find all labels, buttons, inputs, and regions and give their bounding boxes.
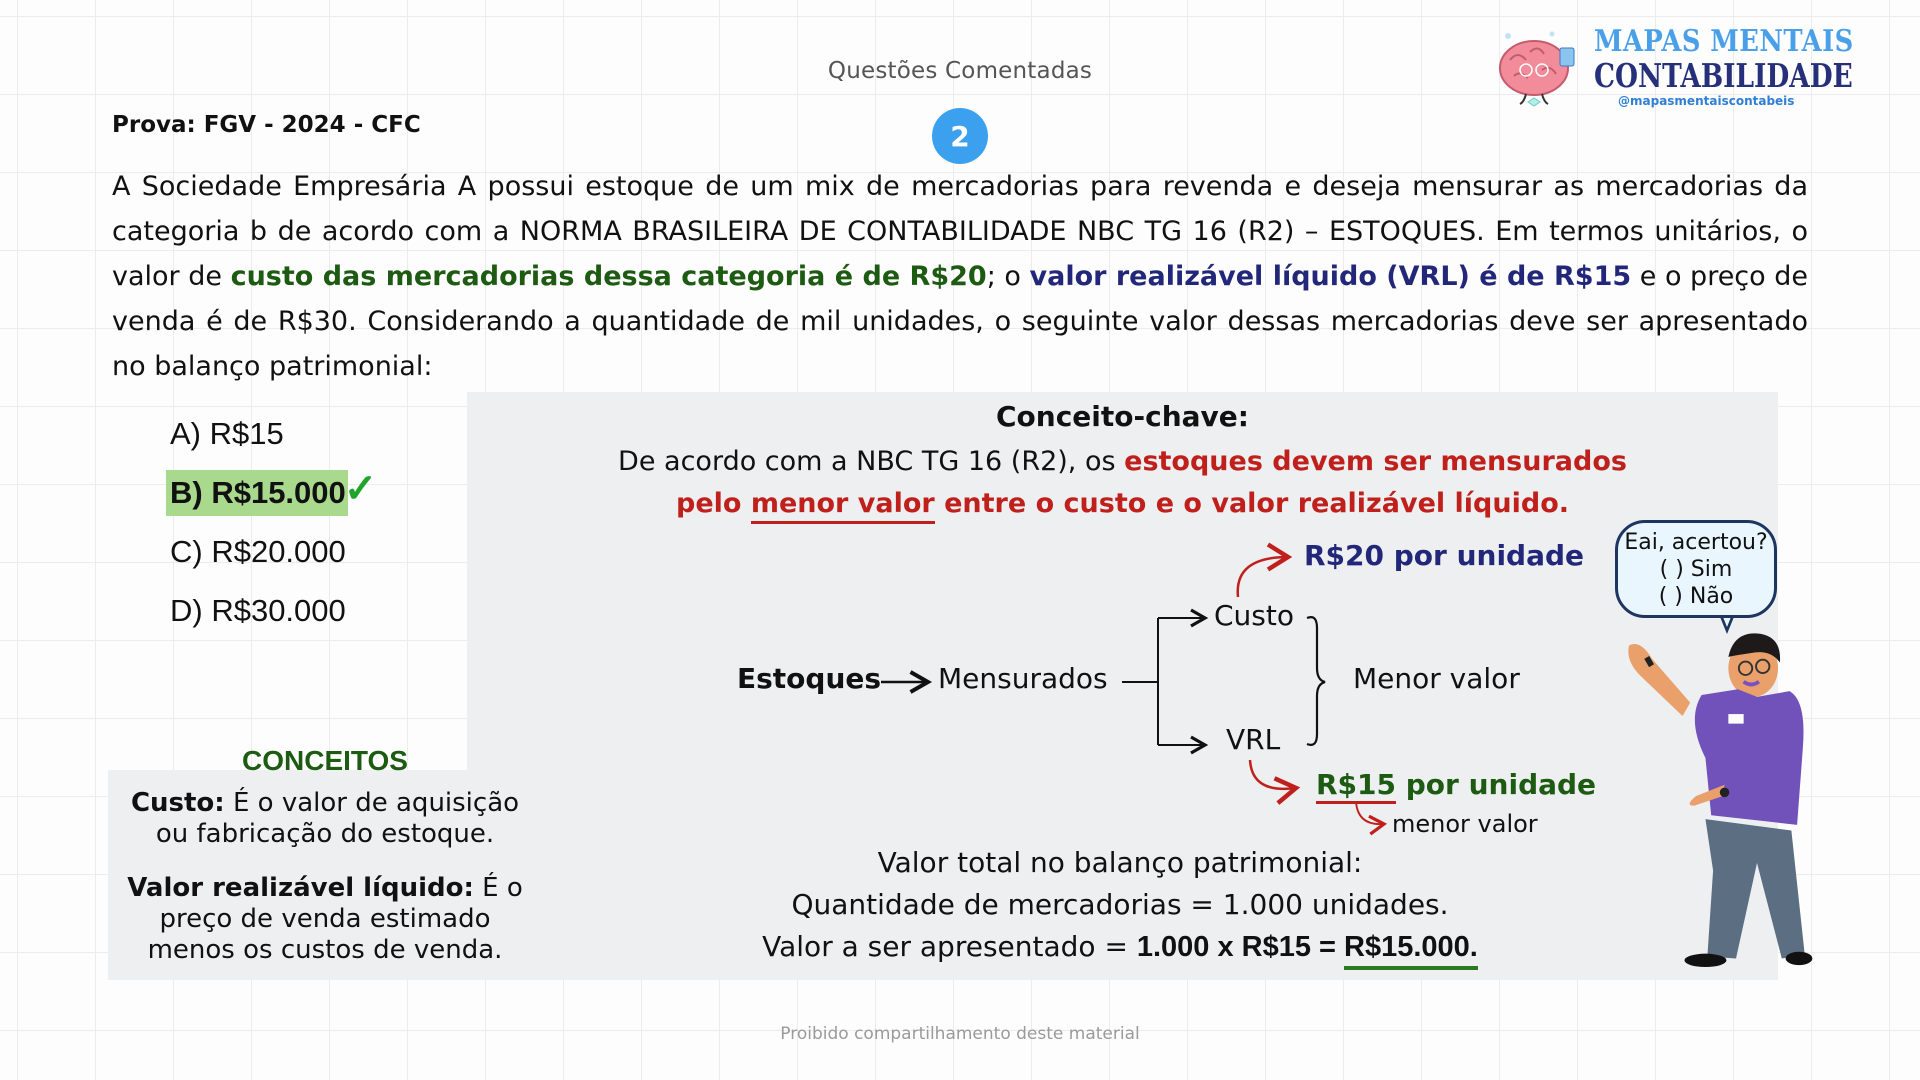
question-part2: ; o: [986, 261, 1030, 292]
question-cost-highlight: custo das mercadorias dessa categoria é de R$20: [230, 261, 987, 292]
brain-mascot-icon: [1490, 30, 1582, 108]
question-part1: A Sociedade Empresária A possui estoque de um mix de mercadorias para revenda e deseja mensurar as mercadorias da categoria b de acordo com a NORMA BRASILEIRA DE CONTABILIDADE NBC TG 16 (R2) – ESTOQUES. Em termos unitários, o valor de: [112, 171, 1808, 292]
question-part3: e o preço de venda é de R$30. Considerando a quantidade de mil unidades, o seguinte valor dessas mercadorias deve ser apresentado no balanço patrimonial:: [112, 261, 1809, 382]
exam-label: Prova: FGV - 2024 - CFC: [112, 112, 421, 138]
final-value: R$15.000.: [1344, 931, 1478, 970]
diagram-vrl: VRL: [1226, 723, 1281, 756]
question-text: [112, 164, 1808, 389]
answer-nao-checkbox[interactable]: ( ) Não: [1658, 584, 1734, 609]
footer-notice: Proibido compartilhamento deste material: [780, 1024, 1140, 1044]
diagram-vrl-note: menor valor: [1392, 810, 1538, 838]
key-concept-line2: pelo menor valor entre o custo e o valor realizável líquido.: [467, 488, 1778, 519]
total-heading: Valor total no balanço patrimonial:: [877, 846, 1363, 879]
total-calculation: Valor a ser apresentado = 1.000 x R$15 = R$15.000.: [600, 930, 1640, 964]
concept-vrl: Valor realizável líquido: É o preço de venda estimado menos os custos de venda.: [127, 873, 523, 965]
page-title: Questões Comentadas: [827, 58, 1093, 84]
diagram-custo-value: R$20 por unidade: [1304, 539, 1585, 572]
option-b-correct[interactable]: B) R$15.000 ✓: [170, 463, 377, 522]
teacher-character-icon: [1610, 620, 1820, 980]
answer-options: [170, 404, 377, 640]
key-concept-line1: De acordo com a NBC TG 16 (R2), os estoques devem ser mensurados: [618, 446, 1627, 477]
concepts-title: CONCEITOS: [242, 745, 408, 776]
menor-valor-underlined: menor valor: [751, 488, 935, 524]
answer-sim-checkbox[interactable]: ( ) Sim: [1659, 557, 1733, 582]
logo-handle: @mapasmentaiscontabeis: [1618, 94, 1795, 108]
option-d[interactable]: D) R$30.000: [170, 592, 346, 628]
concept-custo: Custo: É o valor de aquisição ou fabricação do estoque.: [130, 788, 520, 849]
diagram-custo: Custo: [1214, 599, 1294, 632]
brand-logo: [1490, 22, 1854, 110]
logo-title-line1: MAPAS MENTAIS: [1594, 24, 1854, 59]
key-concept-title: Conceito-chave:: [995, 400, 1249, 433]
diagram-estoques: Estoques: [737, 662, 882, 695]
checkmark-icon: ✓: [343, 466, 378, 511]
option-a[interactable]: A) R$15: [170, 415, 284, 451]
option-c[interactable]: C) R$20.000: [170, 533, 346, 569]
diagram-vrl-value: R$15 por unidade: [1316, 768, 1596, 801]
diagram-mensurados: Mensurados: [938, 662, 1108, 695]
question-number-badge: 2: [932, 108, 988, 164]
diagram-menor-valor: Menor valor: [1353, 662, 1520, 695]
speech-bubble: Eai, acertou? ( ) Sim ( ) Não: [1615, 520, 1777, 618]
logo-title-line2: CONTABILIDADE: [1594, 56, 1853, 95]
total-quantity: Quantidade de mercadorias = 1.000 unidades.: [791, 888, 1449, 921]
question-vrl-highlight: valor realizável líquido (VRL) é de R$15: [1029, 261, 1632, 292]
